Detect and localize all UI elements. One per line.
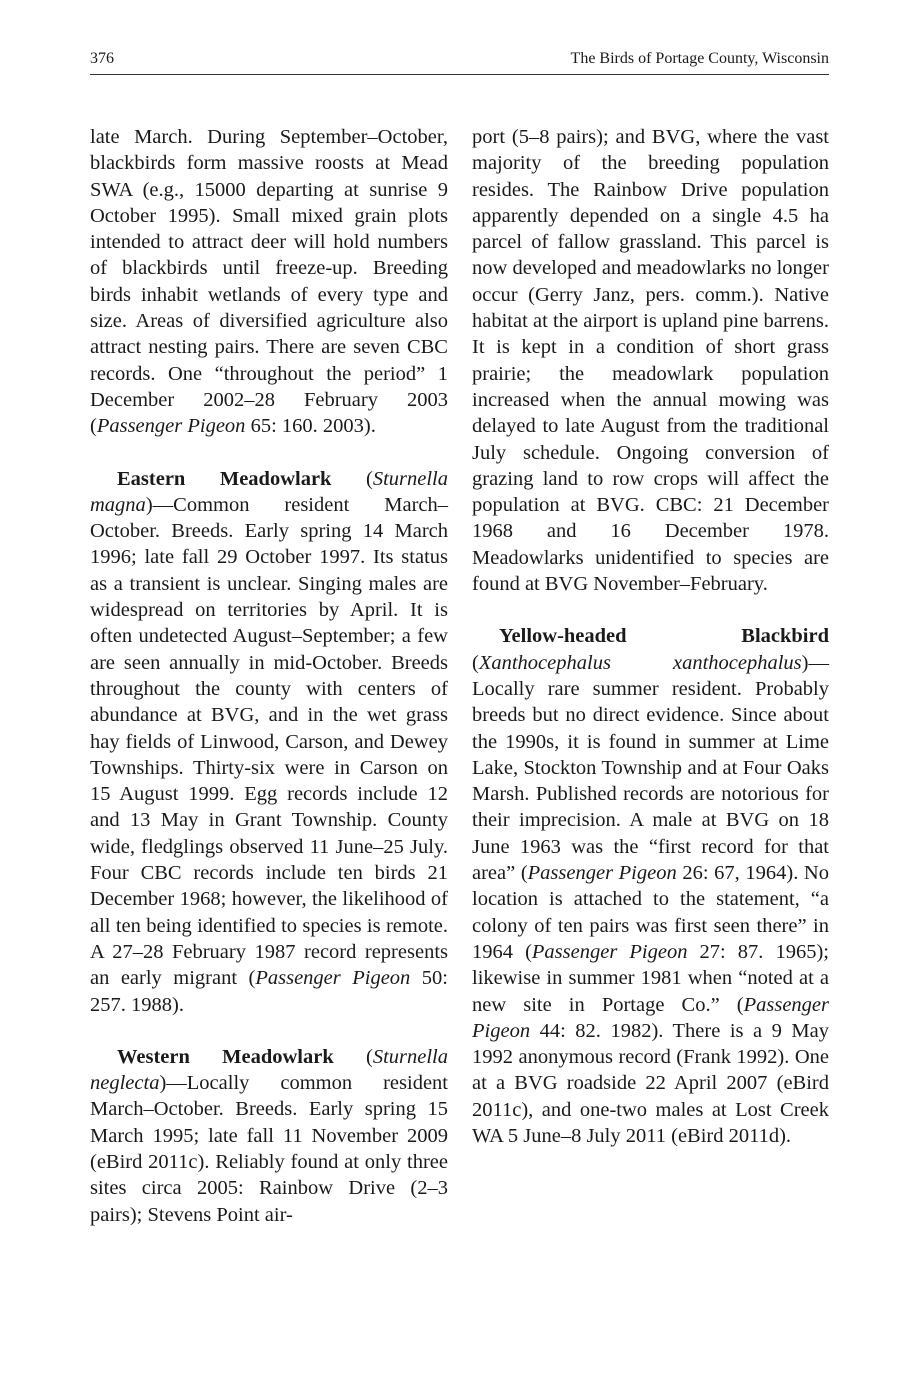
body-text: 44: 82. 1982). There is a 9 May 1992 anonymous record (Frank 1992). One at a BVG roadside 22 April 2007 (eBird 2011c), and one-two males at Lost Creek WA 5 June–8 July 2011 (eBird 2011d).	[472, 1019, 829, 1147]
body-text: late March. During September–October, blackbirds form massive roosts at Mead SWA (e.g., 15000 departing at sunrise 9 October 1995). Small mixed grain plots intended to attract deer will hold numbers of blackbirds until freeze-up. Breeding birds inhabit wetlands of every type and size. Areas of diversified agriculture also attract nesting pairs. There are seven CBC records. One “throughout the period” 1 December 2002–28 February 2003 (	[90, 126, 448, 438]
species-name: Western Meadowlark	[117, 1045, 334, 1068]
species-name: Yellow-headed Blackbird	[499, 625, 829, 648]
scientific-name: Sturnella magna	[90, 467, 448, 516]
body-text: )—Locally common resident March–October. Breeds. Early spring 15 March 1995; late fall 11 November 2009 (eBird 2011c). Reliably found at only three sites circa 2005: Rainbow Drive (2–3 pairs); Stevens Point air-	[90, 1072, 448, 1226]
scientific-name: Xanthocephalus xanthocephalus	[478, 651, 802, 674]
page-number: 376	[90, 50, 114, 67]
body-text: 50: 257. 1988).	[90, 967, 448, 1016]
body-text: 26: 67, 1964). No location is attached to the statement, “a colony of ten pairs was first seen there” in 1964 (	[472, 862, 829, 963]
body-text: (	[331, 467, 373, 490]
body-text: )—Common resident March–October. Breeds. Early spring 14 March 1996; late fall 29 October 1997. Its status as a transient is unclear. Singing males are widespread on territories by April. It is often undetected August–September; a few are seen annually in mid-October. Breeds throughout the county with centers of abundance at BVG, and in the wet grass hay fields of Linwood, Carson, and Dewey Townships. Thirty-six were in Carson on 15 August 1999. Egg records include 12 and 13 May in Grant Township. County wide, fledglings observed 11 June–25 July. Four CBC records include ten birds 21 December 1968; however, the likelihood of all ten being identified to species is remote. A 27–28 February 1987 record represents an early migrant (	[90, 493, 448, 990]
body-text: 65: 160. 2003).	[245, 415, 376, 438]
page-header	[90, 48, 829, 75]
species-name: Eastern Meadowlark	[117, 467, 332, 490]
right-column	[472, 124, 829, 1149]
body-text: (	[472, 651, 479, 674]
body-text: port (5–8 pairs); and BVG, where the vast majority of the breeding population resides. The Rainbow Drive population apparently depended on a single 4.5 ha parcel of fallow grassland. This parcel is now developed and meadowlarks no longer occur (Gerry Janz, pers. comm.). Native habitat at the airport is upland pine barrens. It is kept in a condition of short grass prairie; the meadowlark population increased when the annual mowing was delayed to late August from the traditional July schedule. Ongoing conversion of grazing land to row crops will affect the population at BVG. CBC: 21 December 1968 and 16 December 1978. Meadowlarks unidentified to species are found at BVG November–February.	[472, 126, 829, 596]
citation-journal: Passenger Pigeon	[527, 862, 677, 885]
species-entry-western-meadowlark	[90, 1044, 448, 1228]
citation-journal: Passenger Pigeon	[96, 415, 246, 438]
species-entry-eastern-meadowlark	[90, 466, 448, 1018]
citation-journal: Passenger Pigeon	[472, 993, 829, 1042]
blackbird-continuation-paragraph	[90, 124, 448, 440]
citation-journal: Passenger Pigeon	[531, 940, 688, 963]
species-entry-yellow-headed-blackbird	[472, 623, 829, 1149]
running-title: The Birds of Portage County, Wisconsin	[570, 50, 829, 67]
body-text: 27: 87. 1965); likewise in summer 1981 when “noted at a new site in Portage Co.” (	[472, 940, 830, 1016]
western-meadowlark-continuation-paragraph	[472, 124, 829, 597]
body-text: (	[333, 1045, 373, 1068]
body-text: )—Locally rare summer resident. Probably breeds but no direct evidence. Since about the 1990s, it is found in summer at Lime Lake, Stockton Township and at Four Oaks Marsh. Published records are notorious for their imprecision. A male at BVG on 18 June 1963 was the “first record for that area” (	[472, 651, 829, 885]
scientific-name: Sturnella neglecta	[90, 1045, 448, 1095]
left-column	[90, 124, 448, 1228]
citation-journal: Passenger Pigeon	[255, 967, 411, 990]
